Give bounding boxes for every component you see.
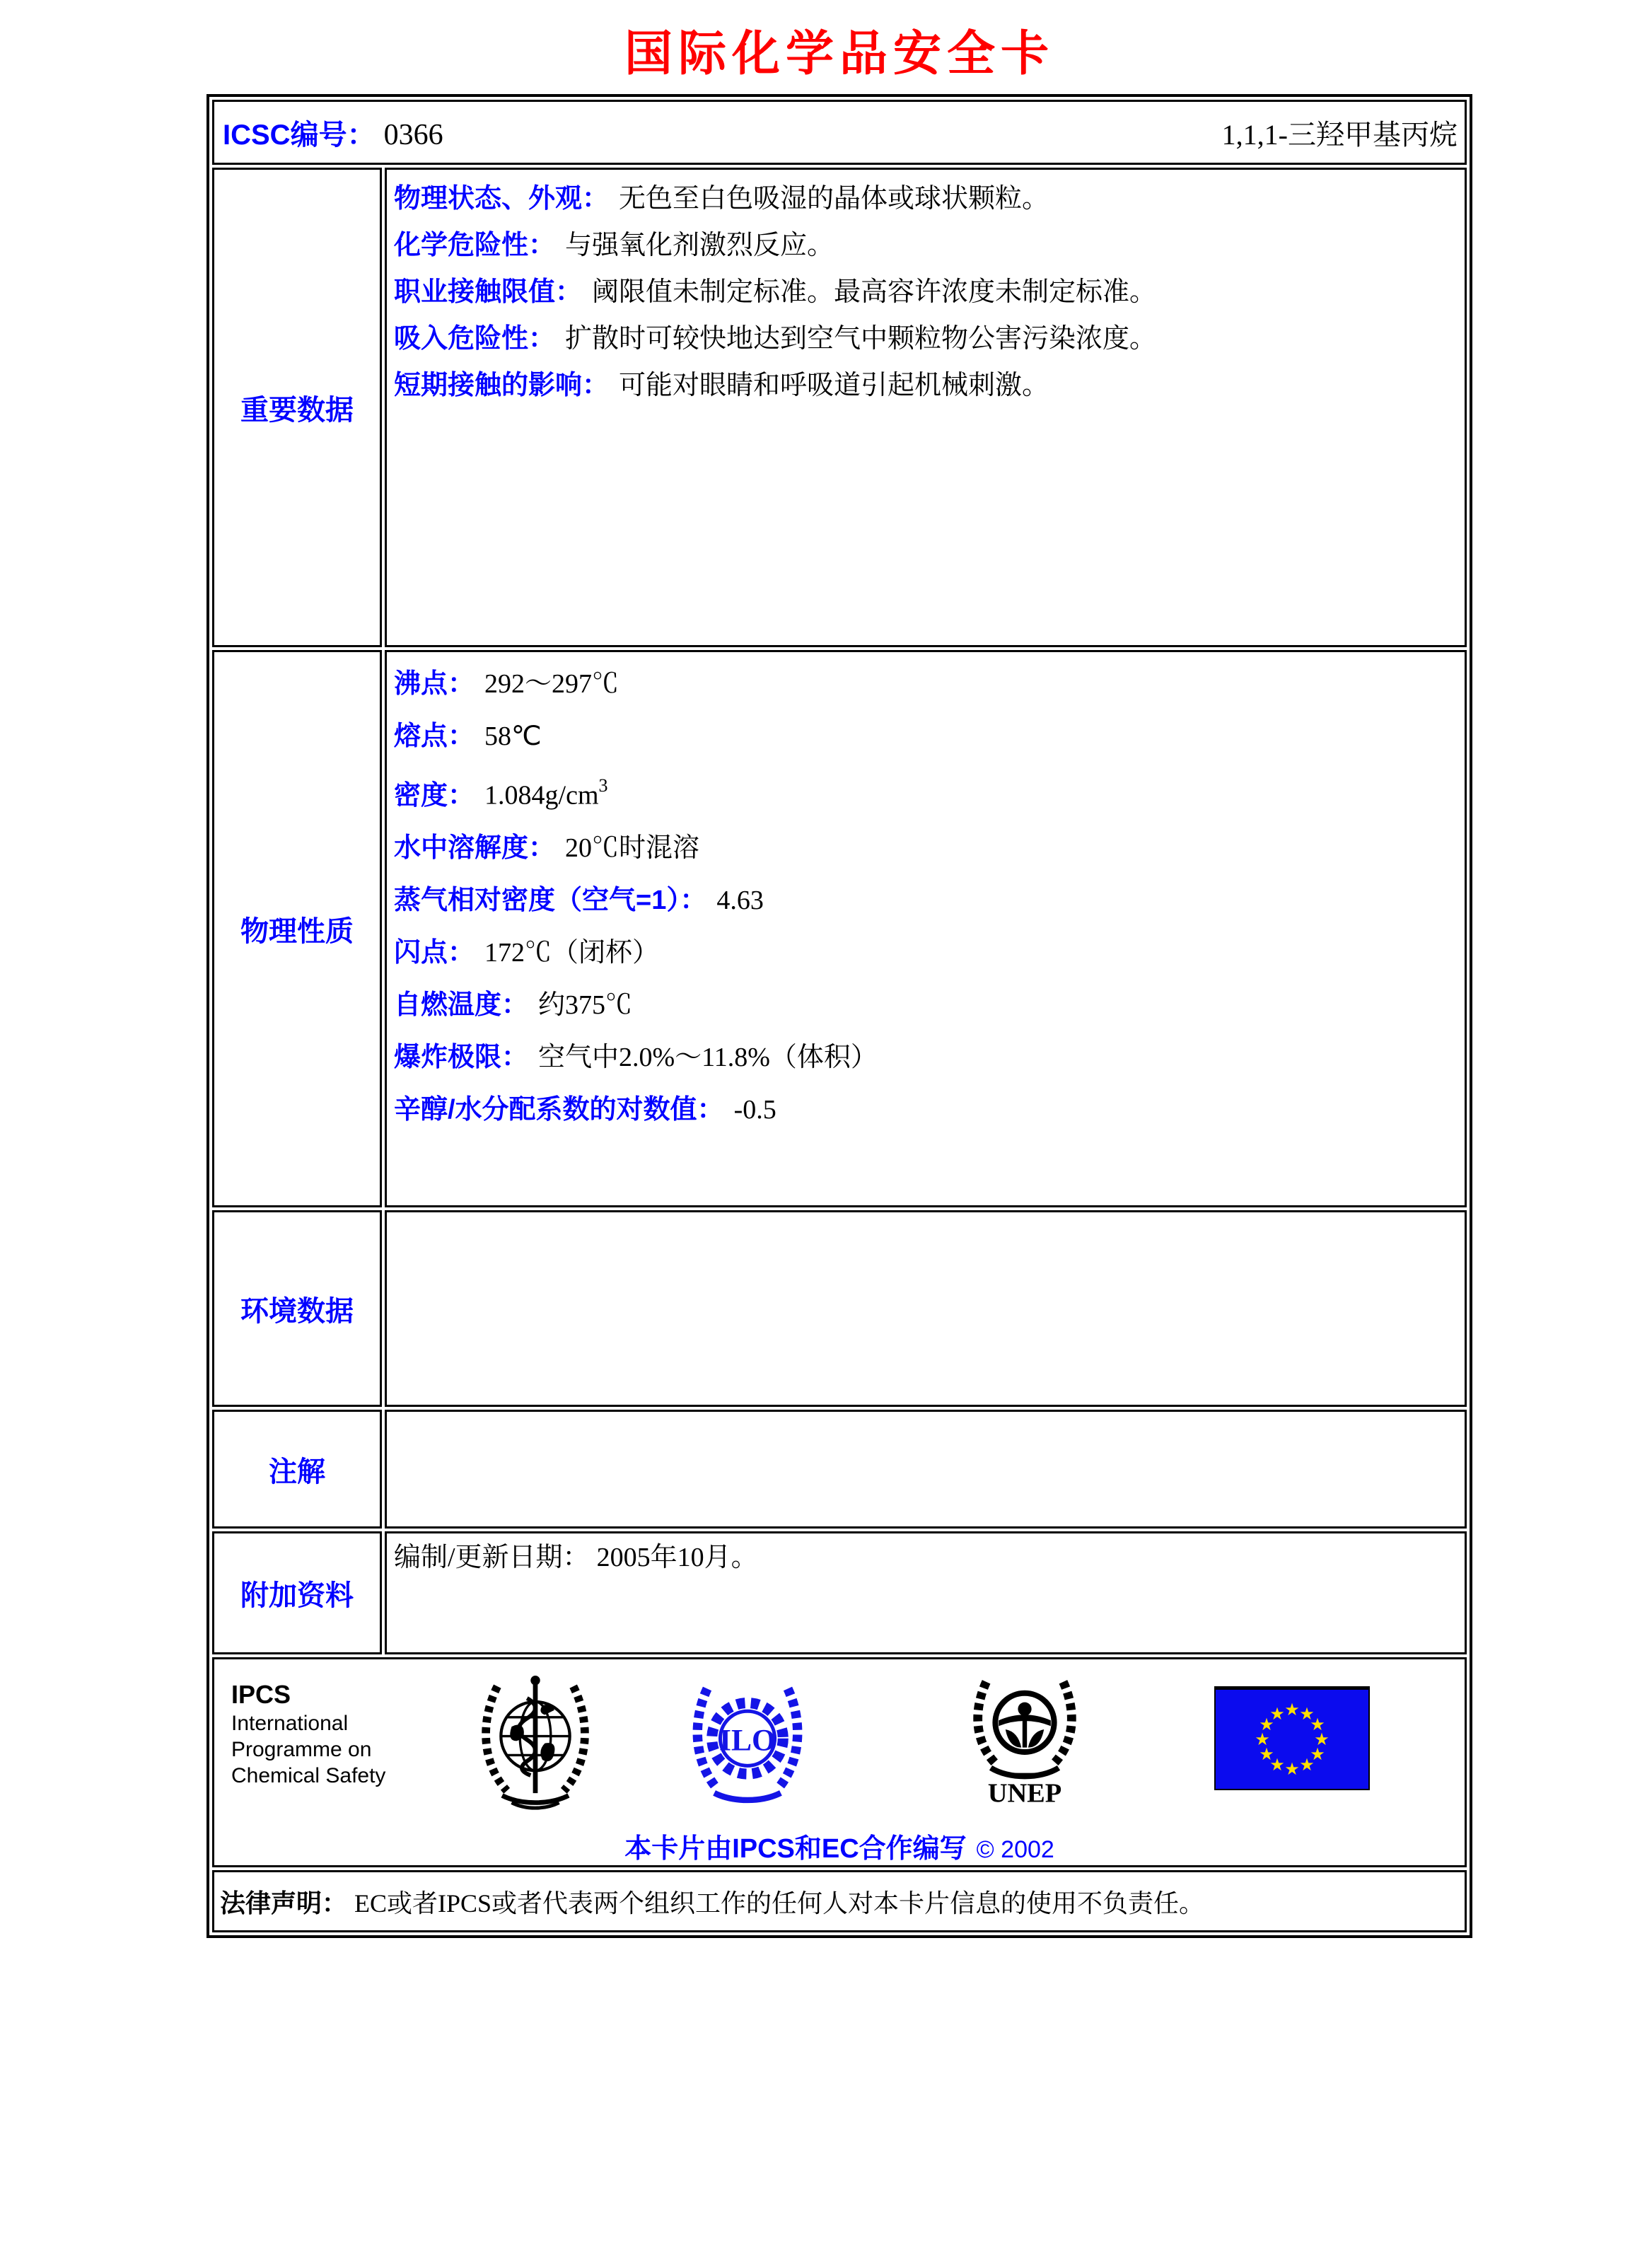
field-line <box>394 762 1456 822</box>
svg-text:★: ★ <box>1284 1700 1300 1719</box>
field-label: 化学危险性： <box>394 231 556 260</box>
ilo-emblem-icon <box>688 1679 807 1807</box>
environmental-data-content <box>385 1210 1467 1407</box>
logos-row <box>212 1657 1467 1867</box>
ipcs-line1: International <box>231 1712 349 1735</box>
row-label-important-data: 重要数据 <box>212 168 382 647</box>
icsc-card-table <box>206 94 1472 1938</box>
field-line <box>394 315 1456 362</box>
field-label: 熔点： <box>394 721 475 751</box>
eu-flag-icon <box>1214 1686 1370 1790</box>
update-date-value: 2005年10月。 <box>596 1543 758 1572</box>
unep-emblem-icon <box>968 1675 1081 1810</box>
svg-text:★: ★ <box>1269 1704 1285 1724</box>
copyright-text: © 2002 <box>976 1836 1054 1863</box>
who-emblem-icon <box>476 1672 595 1816</box>
field-line <box>394 222 1456 269</box>
chemical-name: 1,1,1-三羟甲基丙烷 <box>1221 118 1458 151</box>
icsc-number-label: ICSC编号： <box>223 119 376 151</box>
field-line <box>394 822 1456 874</box>
card-header <box>214 102 1465 163</box>
field-value: 292～297℃ <box>484 669 620 699</box>
header-row <box>212 100 1467 165</box>
ipcs-line3: Chemical Safety <box>231 1764 386 1787</box>
density-superscript: 3 <box>598 775 608 796</box>
update-date-label: 编制/更新日期： <box>394 1543 590 1572</box>
field-label: 爆炸极限： <box>394 1042 529 1072</box>
additional-info-content <box>385 1531 1467 1654</box>
logos-section <box>214 1659 1465 1865</box>
field-line <box>394 874 1456 927</box>
field-line <box>394 658 1456 710</box>
svg-text:★: ★ <box>1299 1704 1315 1724</box>
legal-notice-text: EC或者IPCS或者代表两个组织工作的任何人对本卡片信息的使用不负责任。 <box>354 1889 1205 1918</box>
svg-text:★: ★ <box>1299 1755 1315 1775</box>
ipcs-text-block <box>231 1679 408 1789</box>
ilo-letters: ILO <box>719 1723 776 1758</box>
ipcs-line2: Programme on <box>231 1738 372 1761</box>
svg-text:★: ★ <box>1259 1715 1274 1734</box>
field-label: 辛醇/水分配系数的对数值： <box>394 1094 724 1125</box>
legal-notice-label: 法律声明： <box>220 1888 348 1918</box>
ipcs-acronym: IPCS <box>231 1680 291 1709</box>
field-label: 水中溶解度： <box>394 833 556 863</box>
svg-text:★: ★ <box>1269 1755 1285 1775</box>
field-label: 物理状态、外观： <box>394 184 610 214</box>
field-label: 吸入危险性： <box>394 324 556 354</box>
field-line <box>394 1539 1456 1576</box>
physical-properties-row <box>212 650 1467 1207</box>
icsc-number-group <box>223 112 443 153</box>
logos-strip <box>231 1669 1448 1815</box>
row-label-notes: 注解 <box>212 1410 382 1529</box>
field-line <box>394 979 1456 1031</box>
field-value: 与强氧化剂激烈反应。 <box>565 231 834 260</box>
notes-row <box>212 1410 1467 1529</box>
row-label-additional-info: 附加资料 <box>212 1531 382 1654</box>
field-value: 58℃ <box>484 721 542 751</box>
field-value: 空气中2.0%～11.8%（体积） <box>538 1042 878 1072</box>
additional-info-row <box>212 1531 1467 1654</box>
svg-text:★: ★ <box>1314 1729 1330 1749</box>
field-line <box>394 1031 1456 1084</box>
field-label: 沸点： <box>394 669 475 699</box>
field-value: 无色至白色吸湿的晶体或球状颗粒。 <box>619 184 1049 214</box>
caption-text: 本卡片由IPCS和EC合作编写 <box>624 1834 967 1864</box>
field-label: 蒸气相对密度（空气=1）： <box>394 885 707 915</box>
svg-text:★: ★ <box>1284 1759 1300 1779</box>
environmental-data-row <box>212 1210 1467 1407</box>
field-line <box>394 710 1456 762</box>
field-line <box>394 362 1456 409</box>
field-line <box>394 269 1456 315</box>
important-data-content <box>385 168 1467 647</box>
field-value: 4.63 <box>716 885 764 915</box>
cooperation-caption <box>231 1826 1448 1865</box>
icsc-number-value: 0366 <box>383 118 443 151</box>
field-line <box>394 927 1456 979</box>
field-label: 短期接触的影响： <box>394 371 610 400</box>
field-value: -0.5 <box>733 1094 776 1125</box>
field-line <box>394 1084 1456 1136</box>
legal-row <box>212 1870 1467 1932</box>
field-value: 阈限值未制定标准。最高容许浓度未制定标准。 <box>592 277 1157 307</box>
field-value: 可能对眼睛和呼吸道引起机械刺激。 <box>619 371 1049 400</box>
field-value: 约375℃ <box>538 990 633 1020</box>
field-label: 密度： <box>394 780 475 811</box>
field-label: 职业接触限值： <box>394 277 583 307</box>
field-label: 自燃温度： <box>394 990 529 1020</box>
svg-text:★: ★ <box>1259 1744 1274 1764</box>
svg-text:★: ★ <box>1310 1744 1325 1764</box>
field-line <box>394 175 1456 222</box>
svg-text:★: ★ <box>1310 1715 1325 1734</box>
page-title: 国际化学品安全卡 <box>624 27 1054 81</box>
field-value: 1.084g/cm <box>484 780 599 811</box>
field-value: 172℃（闭杯） <box>484 937 660 968</box>
row-label-environmental-data: 环境数据 <box>212 1210 382 1407</box>
legal-notice <box>214 1872 1465 1930</box>
row-label-physical-properties: 物理性质 <box>212 650 382 1207</box>
field-label: 闪点： <box>394 937 475 968</box>
notes-content <box>385 1410 1467 1529</box>
physical-properties-content <box>385 650 1467 1207</box>
field-value: 20℃时混溶 <box>565 833 700 863</box>
field-value: 扩散时可较快地达到空气中颗粒物公害污染浓度。 <box>565 324 1157 354</box>
important-data-row <box>212 168 1467 647</box>
svg-text:★: ★ <box>1255 1729 1270 1749</box>
unep-label: UNEP <box>987 1778 1062 1806</box>
